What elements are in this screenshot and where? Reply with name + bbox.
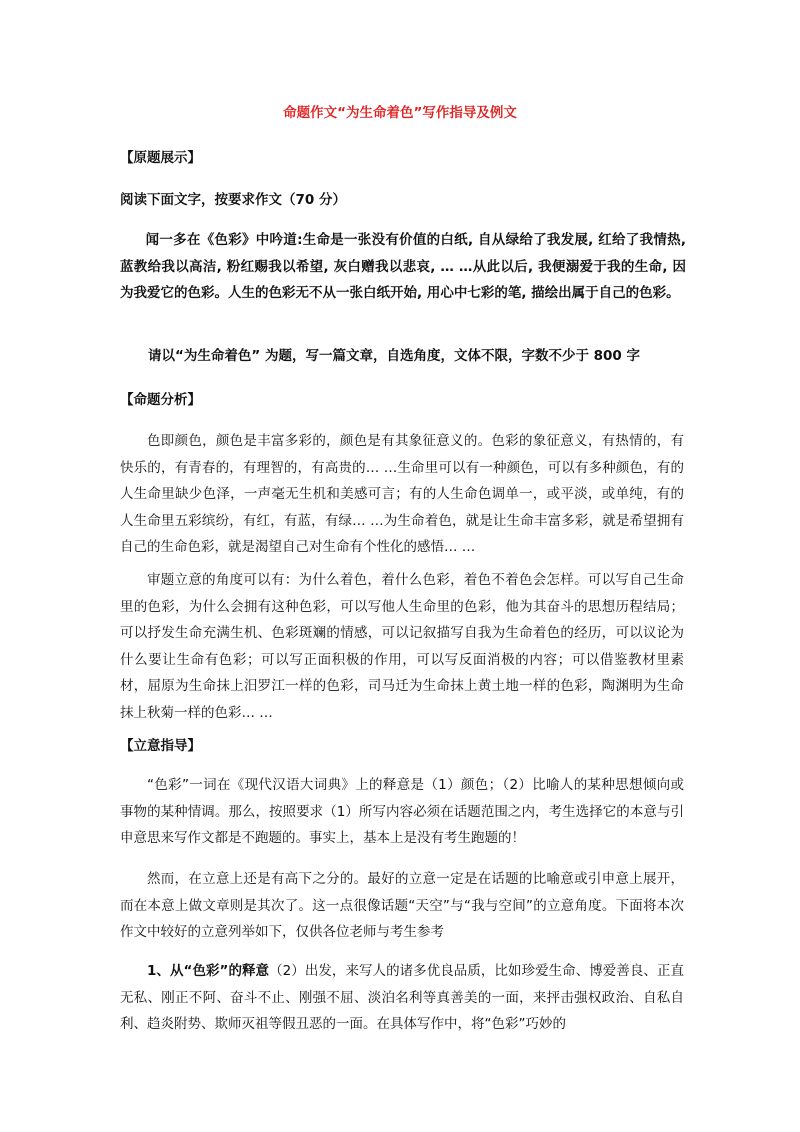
section-heading-original-question: 【原题展示】: [120, 150, 201, 166]
guidance-paragraph-1: “色彩”一词在《现代汉语大词典》上的释意是（1）颜色；（2）比喻人的某种思想倾向或事物的某种情调。那么，按照要求（1）所写内容必须在话题范围之内，考生选择它的本意与引申意思来写作文都是不跑题的。事实上，基本上是没有考生跑题的！: [120, 777, 684, 846]
instruction-text: 阅读下面文字，按要求作文（70 分）: [120, 192, 346, 208]
requirement-text: 请以“为生命着色” 为题，写一篇文章，自选角度，文体不限，字数不少于 800 字: [148, 348, 641, 364]
section-heading-guidance: 【立意指导】: [120, 738, 201, 754]
document-title: 命题作文“为生命着色”写作指导及例文: [283, 105, 517, 121]
guidance-paragraph-2: 然而，在立意上还是有高下之分的。最好的立意一定是在话题的比喻意或引申意上展开，而在本意上做文章则是其次了。这一点很像话题“天空”与“我与空间”的立意角度。下面将本次作文中较好的立意列举如下，仅供各位老师与考生参考: [120, 871, 684, 940]
quote-paragraph: 闻一多在《色彩》中吟道:生命是一张没有价值的白纸, 自从绿给了我发展, 红给了我情热, 蓝教给我以高洁, 粉红赐我以希望, 灰白赠我以悲哀, … …从此以后, 我便溺爱于我的生命, 因为我爱它的色彩。人生的色彩无不从一张白纸开始, 用心中七彩的笔, 描绘出属于自己的色彩。: [120, 232, 686, 301]
analysis-paragraph-2: 审题立意的角度可以有：为什么着色，着什么色彩，着色不着色会怎样。可以写自己生命里的色彩，为什么会拥有这种色彩，可以写他人生命里的色彩，他为其奋斗的思想历程结局；可以抒发生命充满生机、色彩斑斓的情感，可以记叙描写自我为生命着色的经历，可以议论为什么要让生命有色彩；可以写正面积极的作用，可以写反面消极的内容；可以借鉴教材里素材，屈原为生命抹上汨罗江一样的色彩，司马迁为生命抹上黄土地一样的色彩，陶渊明为生命抹上秋菊一样的色彩… …: [120, 572, 684, 721]
guidance-point-lead: 1、从“色彩”的释意: [147, 963, 270, 979]
guidance-point-body: （2）出发，来写人的诸多优良品质，比如珍爱生命、博爱善良、正直无私、刚正不阿、奋斗不止、刚强不屈、淡泊名利等真善美的一面，来抨击强权政治、自私自利、趋炎附势、欺师灭祖等假丑恶的一面。在具体写作中，将“色彩”巧妙的: [120, 963, 685, 1032]
section-heading-analysis: 【命题分析】: [120, 392, 201, 408]
analysis-paragraph-1: 色即颜色，颜色是丰富多彩的，颜色是有其象征意义的。色彩的象征意义，有热情的，有快乐的，有青春的，有理智的，有高贵的… …生命里可以有一种颜色，可以有多种颜色，有的人生命里缺少色泽，一声毫无生机和美感可言；有的人生命色调单一，或平淡，或单纯，有的人生命里五彩缤纷，有红，有蓝，有绿… …为生命着色，就是让生命丰富多彩，就是希望拥有自己的生命色彩，就是渴望自己对生命有个性化的感悟… …: [120, 433, 684, 555]
guidance-paragraph-3: [120, 958, 684, 1038]
